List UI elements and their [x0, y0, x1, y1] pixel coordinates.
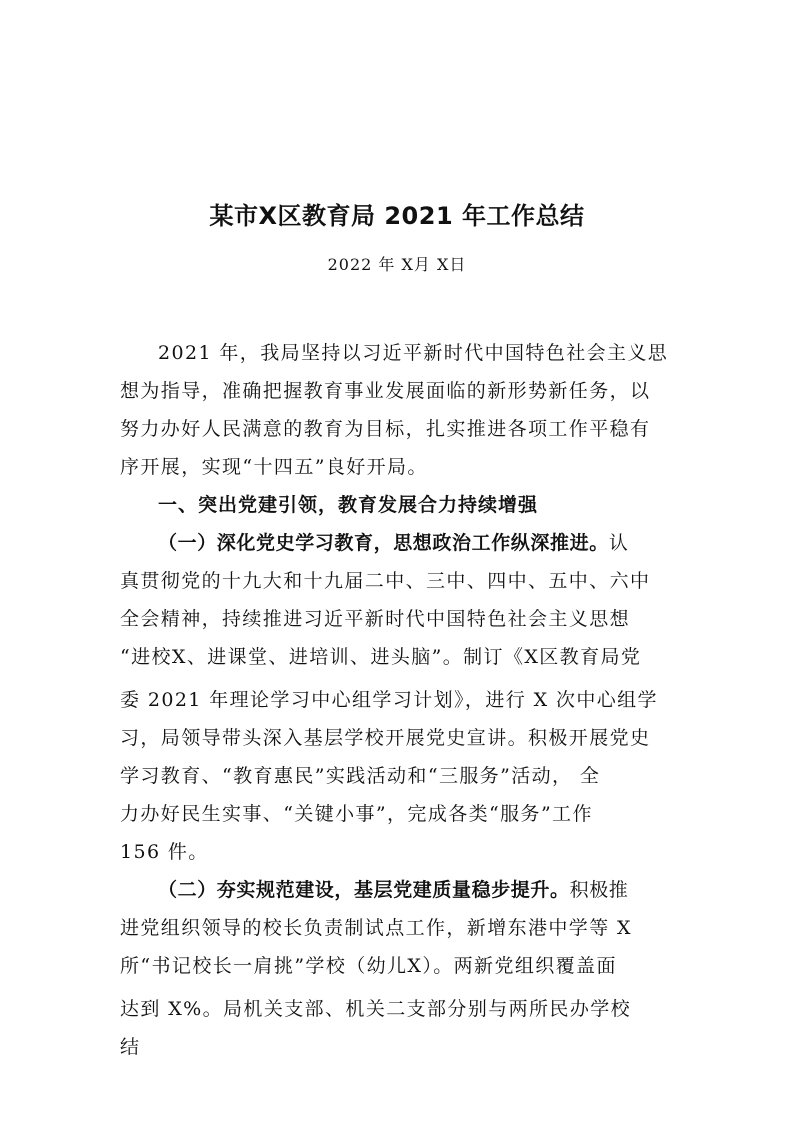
paragraph-line: 结 — [120, 1036, 141, 1058]
intro-line: 2021 年，我局坚持以习近平新时代中国特色社会主义思 — [158, 342, 669, 364]
intro-line: 想为指导，准确把握教育事业发展面临的新形势新任务，以 — [120, 380, 651, 402]
paragraph-line: 所“书记校长一肩挑”学校（幼儿X）。两新党组织覆盖面 — [120, 955, 617, 977]
paragraph-line: 全会精神，持续推进习近平新时代中国特色社会主义思想 — [120, 608, 631, 630]
paragraph-line: 委 2021 年理论学习中心组学习计划》，进行 X 次中心组学 — [120, 689, 658, 711]
paragraph-line: 156 件。 — [120, 841, 209, 863]
document-date: 2022 年 X月 X日 — [327, 255, 467, 274]
paragraph-line: “进校X、进课堂、进培训、进头脑”。制订《X区教育局党 — [120, 646, 642, 668]
paragraph-text: 积极推 — [569, 879, 629, 901]
subsection-heading: （二）夯实规范建设，基层党建质量稳步提升。 — [158, 879, 570, 901]
paragraph-line: 进党组织领导的校长负责制试点工作，新增东港中学等 X — [120, 917, 632, 939]
paragraph-text: 认 — [608, 532, 629, 554]
subsection-heading: （一）深化党史学习教育，思想政治工作纵深推进。 — [158, 532, 609, 554]
subsection-first-line — [158, 528, 680, 555]
intro-line: 努力办好人民满意的教育为目标，扎实推进各项工作平稳有 — [120, 418, 651, 440]
section-heading: 一、突出党建引领，教育发展合力持续增强 — [158, 494, 539, 516]
paragraph-line: 真贯彻党的十九大和十九届二中、三中、四中、五中、六中 — [120, 570, 651, 592]
paragraph-line: 力办好民生实事、“关键小事”，完成各类“服务”工作 — [120, 803, 593, 825]
paragraph-line: 学习教育、“教育惠民”实践活动和“三服务”活动， 全 — [120, 765, 601, 787]
document-title: 某市X区教育局 2021 年工作总结 — [209, 202, 585, 230]
intro-line: 序开展，实现“十四五”良好开局。 — [120, 456, 428, 478]
subsection-first-line — [158, 875, 680, 902]
paragraph-line: 习，局领导带头深入基层学校开展党史宣讲。积极开展党史 — [120, 727, 651, 749]
paragraph-line: 达到 X%。局机关支部、机关二支部分别与两所民办学校 — [120, 998, 632, 1020]
